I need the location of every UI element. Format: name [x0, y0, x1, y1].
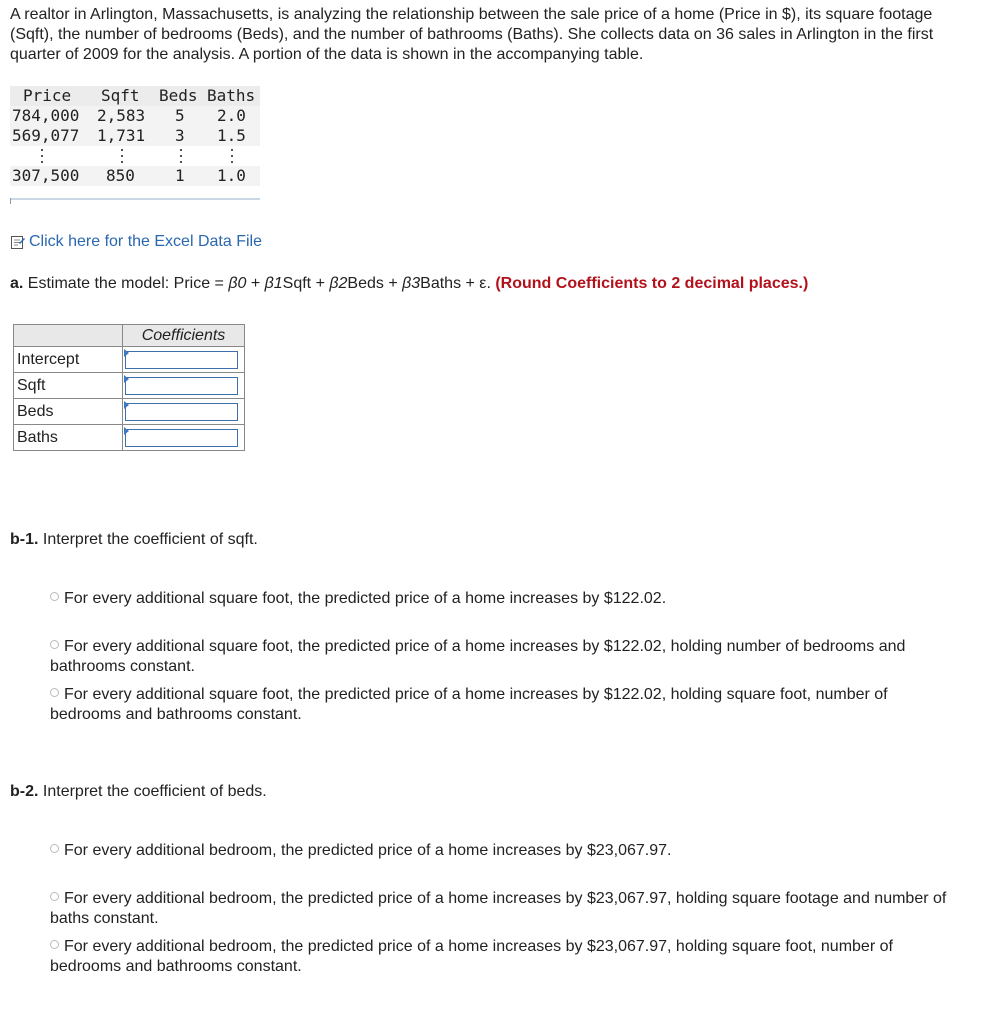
- ellipsis-row: [10, 146, 260, 166]
- b1-question: [10, 531, 258, 549]
- option-label: For every additional bedroom, the predicted price of a home increases by $23,067.97, holding square foot, number of bedrooms and bathrooms constant.: [50, 938, 893, 975]
- problem-intro: A realtor in Arlington, Massachusetts, is analyzing the relationship between the sale price of a home (Price in $), its square footage (Sqft), the number of bedrooms (Beds), and the number of bathrooms (Baths). She collects data on 36 sales in Arlington in the first quarter of 2009 for the analysis. A portion of the data is shown in the accompanying table.: [10, 6, 934, 63]
- coef-header: Coefficients: [123, 325, 245, 347]
- coef-row-baths: Baths: [14, 425, 123, 451]
- table-divider-tick: [10, 198, 11, 204]
- coefficients-table: [13, 324, 245, 451]
- cell-beds: 5: [175, 106, 185, 125]
- header-sqft: Sqft: [101, 86, 140, 105]
- coef-row-intercept: Intercept: [14, 347, 123, 373]
- b2-text: Interpret the coefficient of beds.: [42, 783, 267, 800]
- b1-option-3[interactable]: [50, 685, 950, 725]
- b2-question: [10, 783, 267, 801]
- beta3: β3: [402, 275, 421, 292]
- option-label: For every additional square foot, the predicted price of a home increases by $122.02.: [64, 590, 667, 607]
- radio-button[interactable]: [50, 688, 59, 697]
- beta2: β2: [329, 275, 348, 292]
- b1-option-2[interactable]: [50, 637, 950, 677]
- cell-price: 784,000: [12, 106, 80, 125]
- part-a-prompt: [10, 275, 808, 293]
- intercept-input[interactable]: [125, 351, 238, 369]
- beta0: β0: [228, 275, 247, 292]
- plus-sign: +: [246, 275, 265, 292]
- beds-input[interactable]: [125, 403, 238, 421]
- excel-data-link[interactable]: [10, 233, 262, 251]
- b2-option-2[interactable]: [50, 889, 950, 929]
- cell-sqft: 1,731: [97, 126, 146, 145]
- rounding-instruction: (Round Coefficients to 2 decimal places.): [495, 275, 809, 292]
- coef-cell: [123, 399, 245, 425]
- term-beds: Beds +: [347, 275, 403, 292]
- cell-price: 569,077: [12, 126, 80, 145]
- option-label: For every additional bedroom, the predicted price of a home increases by $23,067.97, holding square footage and number of baths constant.: [50, 890, 947, 927]
- data-table-header: [10, 86, 260, 106]
- table-row: [10, 106, 260, 126]
- coef-cell: [123, 347, 245, 373]
- header-price: Price: [23, 86, 72, 105]
- cell-beds: 1: [175, 166, 185, 185]
- cell-sqft: 2,583: [97, 106, 146, 125]
- table-row: [10, 166, 260, 186]
- vertical-ellipsis-icons: [10, 146, 260, 166]
- cell-price: 307,500: [12, 166, 80, 185]
- option-label: For every additional bedroom, the predicted price of a home increases by $23,067.97.: [64, 842, 672, 859]
- header-baths: Baths: [207, 86, 256, 105]
- b1-text: Interpret the coefficient of sqft.: [42, 531, 258, 548]
- radio-button[interactable]: [50, 640, 59, 649]
- cell-beds: 3: [175, 126, 185, 145]
- radio-button[interactable]: [50, 940, 59, 949]
- term-sqft: Sqft +: [282, 275, 330, 292]
- data-table: [10, 86, 260, 186]
- radio-button[interactable]: [50, 892, 59, 901]
- option-label: For every additional square foot, the predicted price of a home increases by $122.02, holding square foot, number of bedrooms and bathrooms constant.: [50, 686, 888, 723]
- cell-baths: 1.5: [217, 126, 246, 145]
- b2-option-3[interactable]: [50, 937, 950, 977]
- coef-header-blank: [14, 325, 123, 347]
- b1-option-1[interactable]: [50, 589, 950, 609]
- input-flag-icon: [124, 375, 129, 383]
- coef-cell: [123, 373, 245, 399]
- cell-sqft: 850: [106, 166, 135, 185]
- input-flag-icon: [124, 427, 129, 435]
- model-prefix: Estimate the model: Price =: [27, 275, 229, 292]
- cell-baths: 2.0: [217, 106, 246, 125]
- input-flag-icon: [124, 349, 129, 357]
- excel-file-icon: [10, 234, 26, 250]
- header-beds: Beds: [159, 86, 198, 105]
- table-row: [10, 126, 260, 146]
- term-baths: Baths + ε.: [420, 275, 491, 292]
- input-flag-icon: [124, 401, 129, 409]
- sqft-input[interactable]: [125, 377, 238, 395]
- radio-button[interactable]: [50, 844, 59, 853]
- part-a-label: a.: [10, 275, 24, 292]
- option-label: For every additional square foot, the predicted price of a home increases by $122.02, holding number of bedrooms and bathrooms constant.: [50, 638, 906, 675]
- table-divider: [10, 198, 260, 200]
- excel-link-label[interactable]: Click here for the Excel Data File: [29, 233, 262, 250]
- b1-label: b-1.: [10, 531, 39, 548]
- baths-input[interactable]: [125, 429, 238, 447]
- coef-row-beds: Beds: [14, 399, 123, 425]
- cell-baths: 1.0: [217, 166, 246, 185]
- b2-label: b-2.: [10, 783, 39, 800]
- coef-cell: [123, 425, 245, 451]
- coef-row-sqft: Sqft: [14, 373, 123, 399]
- b2-option-1[interactable]: [50, 841, 950, 861]
- beta1: β1: [264, 275, 283, 292]
- radio-button[interactable]: [50, 592, 59, 601]
